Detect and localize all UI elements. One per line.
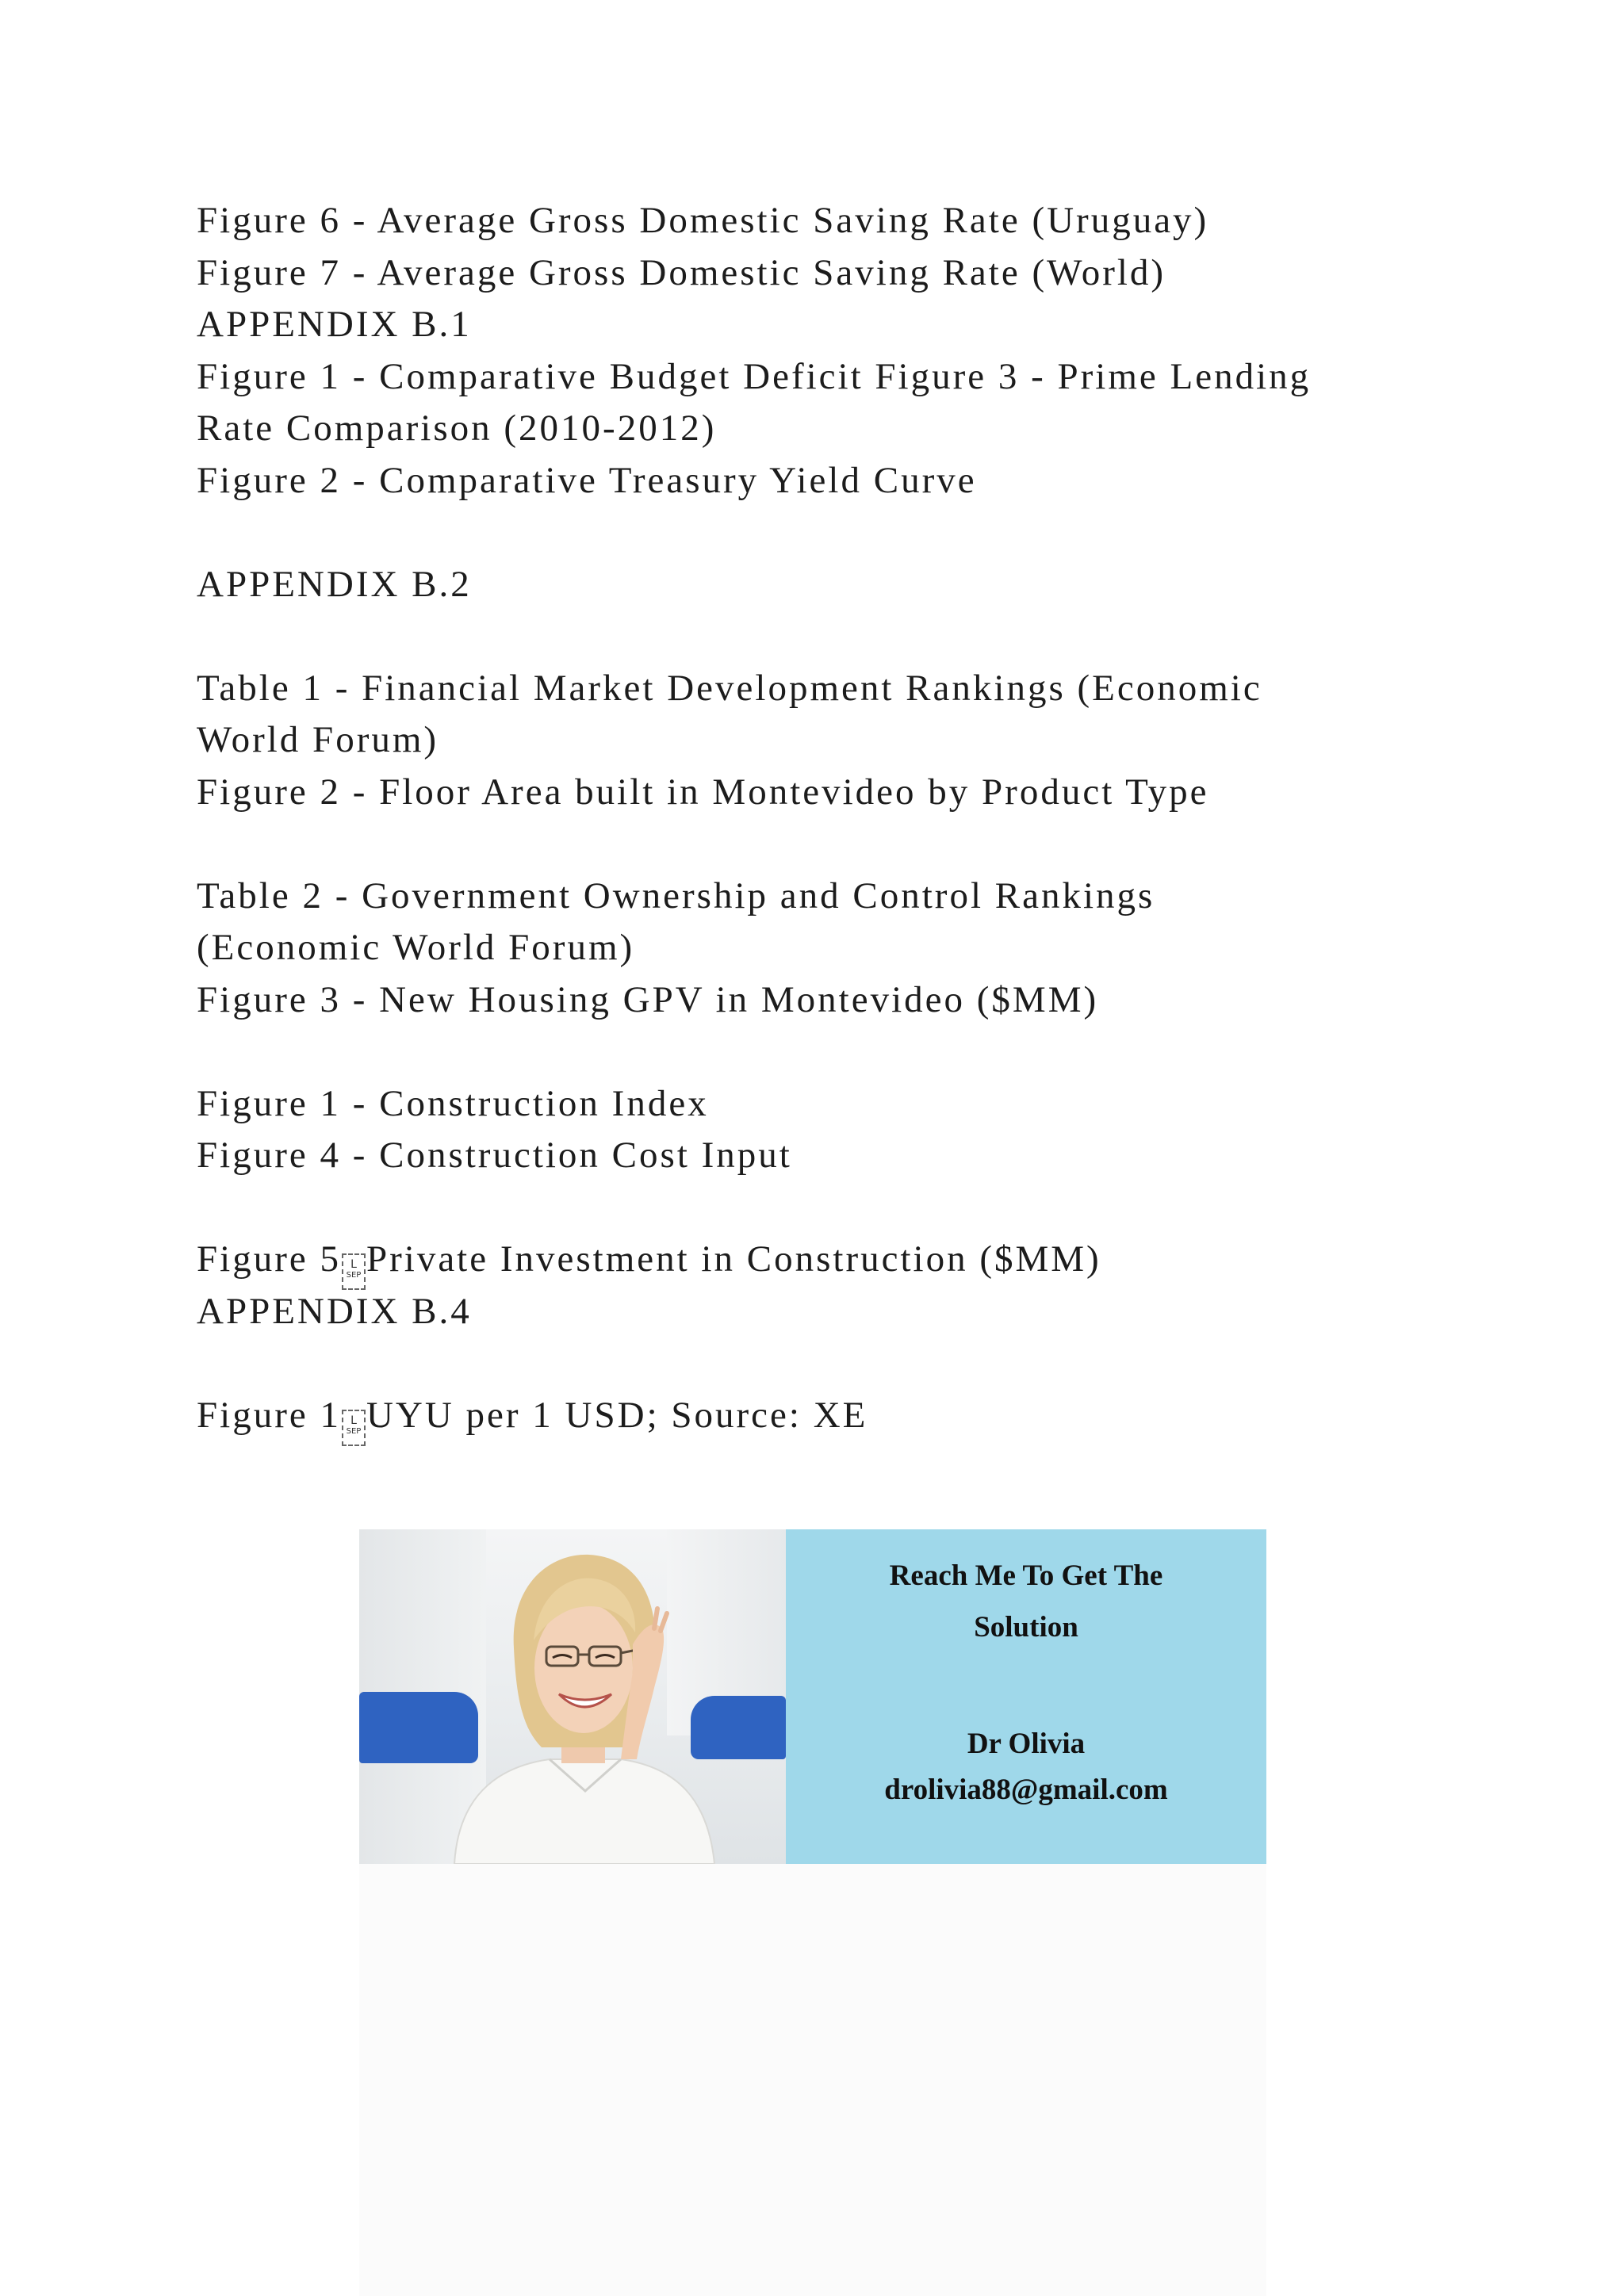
contact-card [786, 1529, 1266, 1864]
appendix-heading: APPENDIX B.1 [197, 304, 472, 345]
figure-caption: UYU per 1 USD; Source: XE [366, 1394, 868, 1436]
text-line: Table 1 - Financial Market Development Rankings (Economic [197, 667, 1262, 709]
text-line-figure-5 [197, 1234, 1465, 1286]
sep-glyph-bottom: SEP [346, 1426, 362, 1436]
text-line-figure-1 [197, 1390, 1465, 1442]
text-line: Figure 7 - Average Gross Domestic Saving Rate (World) [197, 251, 1166, 293]
text-line: Table 2 - Government Ownership and Control Rankings [197, 874, 1155, 916]
text-line: World Forum) [197, 719, 439, 760]
text-line: Figure 6 - Average Gross Domestic Saving Rate (Uruguay) [197, 200, 1209, 241]
blank-line [197, 507, 1465, 559]
sep-glyph-top: L [350, 1258, 357, 1271]
sep-glyph-top: L [350, 1414, 357, 1427]
text-line: Rate Comparison (2010-2012) [197, 408, 717, 449]
card-heading: Reach Me To Get The [889, 1559, 1163, 1592]
text-line: Figure 2 - Comparative Treasury Yield Curve [197, 459, 977, 501]
blank-line [197, 1182, 1465, 1234]
figure-label: Figure 1 [197, 1394, 341, 1436]
person-illustration [359, 1529, 786, 1864]
text-line: Figure 2 - Floor Area built in Montevideo by Product Type [197, 771, 1209, 813]
text-line: Figure 1 - Construction Index [197, 1082, 709, 1124]
appendix-heading: APPENDIX B.4 [197, 1290, 472, 1332]
blank-area [359, 1864, 1266, 2296]
woman-with-glasses-photo [359, 1529, 786, 1864]
figure-label: Figure 5 [197, 1238, 341, 1280]
blank-line [197, 1337, 1465, 1390]
text-line: Figure 4 - Construction Cost Input [197, 1135, 792, 1176]
document-body [197, 195, 1465, 1441]
blank-line [197, 818, 1465, 871]
contact-name: Dr Olivia [967, 1728, 1086, 1760]
blank-line [197, 610, 1465, 663]
line-separator-glyph [342, 1410, 366, 1446]
contact-banner [359, 1529, 1266, 1864]
text-line: Figure 3 - New Housing GPV in Montevideo ($MM) [197, 978, 1099, 1020]
contact-email: drolivia88@gmail.com [884, 1774, 1168, 1806]
text-line: Figure 1 - Comparative Budget Deficit Figure 3 - Prime Lending [197, 355, 1312, 397]
text-line: (Economic World Forum) [197, 927, 635, 968]
appendix-heading: APPENDIX B.2 [197, 563, 472, 605]
line-separator-glyph [342, 1253, 366, 1290]
card-heading: Solution [974, 1611, 1078, 1644]
blank-line [197, 1026, 1465, 1078]
figure-caption: Private Investment in Construction ($MM) [366, 1238, 1101, 1280]
sep-glyph-bottom: SEP [346, 1271, 362, 1280]
